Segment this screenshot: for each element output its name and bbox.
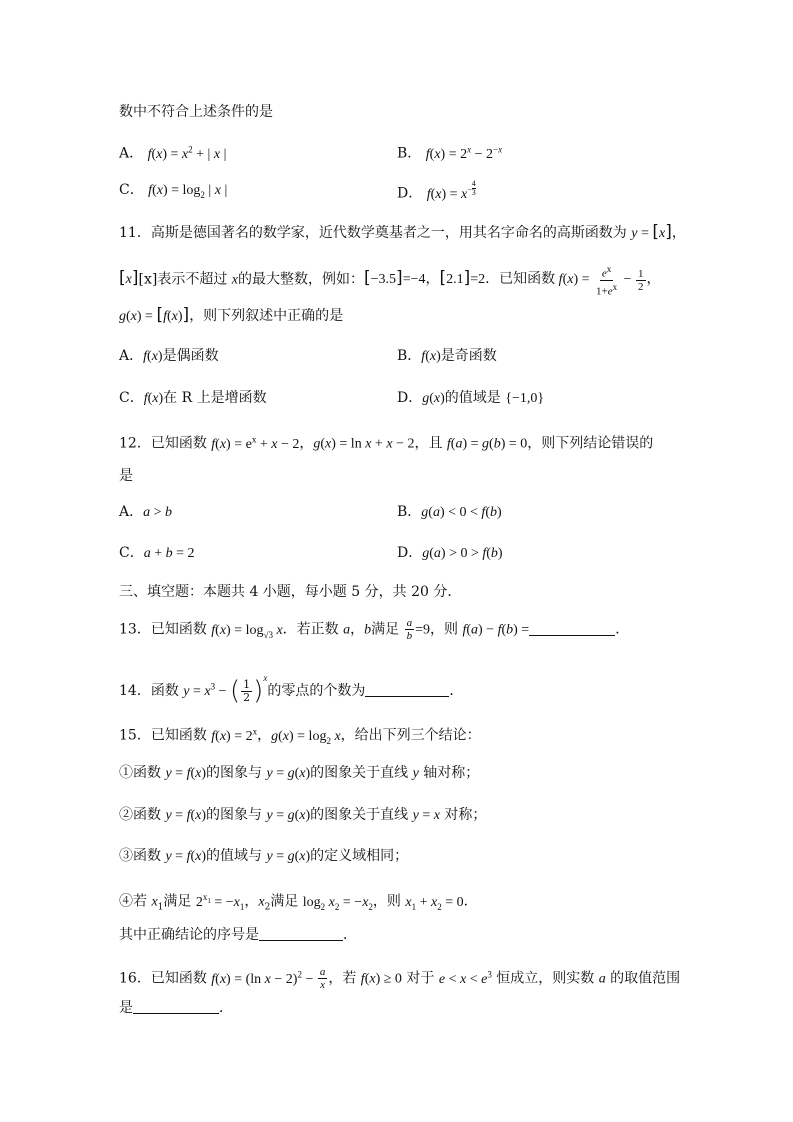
- q12-line-2: 是: [119, 468, 133, 484]
- q10-option-c: [119, 180, 227, 205]
- q11-option-c: C．f(x)在 R 上是增函数: [119, 390, 267, 406]
- q13-line: 13．已知函数 $f(x) = \log_{√3} x$．若正数 a，b满足 $\frac{a}{b}$ =9，则 f(a) − f(b) = ．: [119, 617, 630, 642]
- intro-line: 数中不符合上述条件的是: [119, 104, 273, 120]
- q15-ask: 其中正确结论的序号是 ．: [119, 927, 357, 943]
- q11-stem-3: ，则下列叙述中正确的是: [189, 308, 344, 324]
- q11-line-3: [119, 305, 343, 327]
- q16-line-2: 是 ．: [119, 1000, 233, 1016]
- q15-statement-4: ④若 $x_1$满足 $2^{x_1} = -x_1$，$x_2$满足 $\log_2 x_2 = -x_2$，则 $x_1 + x_2 = 0$．: [119, 892, 478, 913]
- q15-statement-3: ③函数 y = f(x)的值域与 y = g(x)的定义域相同；: [119, 848, 409, 864]
- q12-option-b: B．g(a) < 0 < f(b): [397, 504, 502, 520]
- q10-option-b-label: B．: [397, 145, 422, 162]
- q10-option-b-math: $f(x) = 2^x - 2^{-x}$: [425, 144, 503, 162]
- q10-option-a-label: A．: [119, 145, 144, 162]
- q10-option-d-math: $f(x) = x^{- \frac{4}{3}}$: [426, 179, 476, 202]
- q16-line-2-text: 是: [119, 1000, 133, 1016]
- q10-option-c-math: $f(x) = \log_2$ | x |: [148, 183, 228, 200]
- q14-answer-blank[interactable]: [365, 682, 449, 697]
- q12-option-d: D．g(a) > 0 > f(b): [397, 545, 503, 561]
- section-3-heading: 三、填空题：本题共 4 小题，每小题 5 分，共 20 分．: [119, 584, 462, 600]
- q11-line-1: [119, 222, 686, 244]
- q11-option-a: A．f(x)是偶函数: [119, 348, 219, 364]
- q15-statement-2: ②函数 y = f(x)的图象与 y = g(x)的图象关于直线 y = x 对称；: [119, 807, 487, 823]
- q10-option-c-label: C．: [119, 182, 144, 198]
- q15-line-1: 15．已知函数 $f(x) = 2^x$，$g(x) = \log_2 x$，给出下列三个结论：: [119, 726, 481, 746]
- q11-stem-2a: [x]表示不超过: [138, 271, 228, 288]
- q10-option-d: [397, 180, 476, 205]
- q12-option-a: A．a > b: [119, 504, 173, 520]
- q11-g-def: g(x) = [f(x)]: [119, 305, 190, 325]
- q11-stem-1: 11．高斯是德国著名的数学家，近代数学奠基者之一，用其名字命名的高斯函数为: [119, 225, 627, 241]
- q10-option-b: [397, 139, 502, 165]
- q15-ask-text: 其中正确结论的序号是: [119, 927, 259, 943]
- q10-option-a-math: $f(x) = x^2$ + | x |: [147, 144, 227, 162]
- q12-line-1: 12．已知函数 $f(x) = e^x + x - 2$，g(x) = ln x + x − 2，且 f(a) = g(b) = 0，则下列结论错误的: [119, 434, 654, 452]
- q16-line-1: 16．已知函数 f(x) = (ln x − 2)$^2$ − $\frac{a}{x}$ ，若 f(x) ≥ 0 对于 $e < x < e^3$ 恒成立，则实数 a 的取值范围: [119, 966, 681, 992]
- q11-option-b: B．f(x)是奇函数: [397, 348, 497, 364]
- q10-option-d-label: D．: [397, 185, 423, 202]
- q11-option-d: D．g(x)的值域是 {−1,0}: [397, 390, 545, 406]
- q15-answer-blank[interactable]: [259, 926, 343, 941]
- q11-gauss-def: y = [x]，: [631, 222, 686, 242]
- q11-examples: [−3.5]=−4，[2.1]=2．已知函数 f(x) = $\frac{e^x}{1+e^x}$ − $\frac{1}{2}$ ，: [364, 264, 661, 298]
- q15-statement-1: ①函数 y = f(x)的图象与 y = g(x)的图象关于直线 y 轴对称；: [119, 765, 480, 781]
- q14-line: 14．函数 $y = x^3$ − ( $\frac{1}{2}$ )$^x$的零点的个数为 ．: [119, 673, 464, 706]
- q11-bracket-x: [x]: [119, 268, 139, 289]
- q16-answer-blank[interactable]: [133, 999, 219, 1014]
- q10-option-a: [119, 139, 226, 165]
- q11-var-x: x: [231, 272, 238, 288]
- q11-stem-2c: 的最大整数，例如：: [238, 271, 364, 288]
- q13-answer-blank[interactable]: [529, 621, 615, 636]
- q11-line-2: [119, 263, 661, 297]
- q12-option-c: C．a + b = 2: [119, 545, 195, 561]
